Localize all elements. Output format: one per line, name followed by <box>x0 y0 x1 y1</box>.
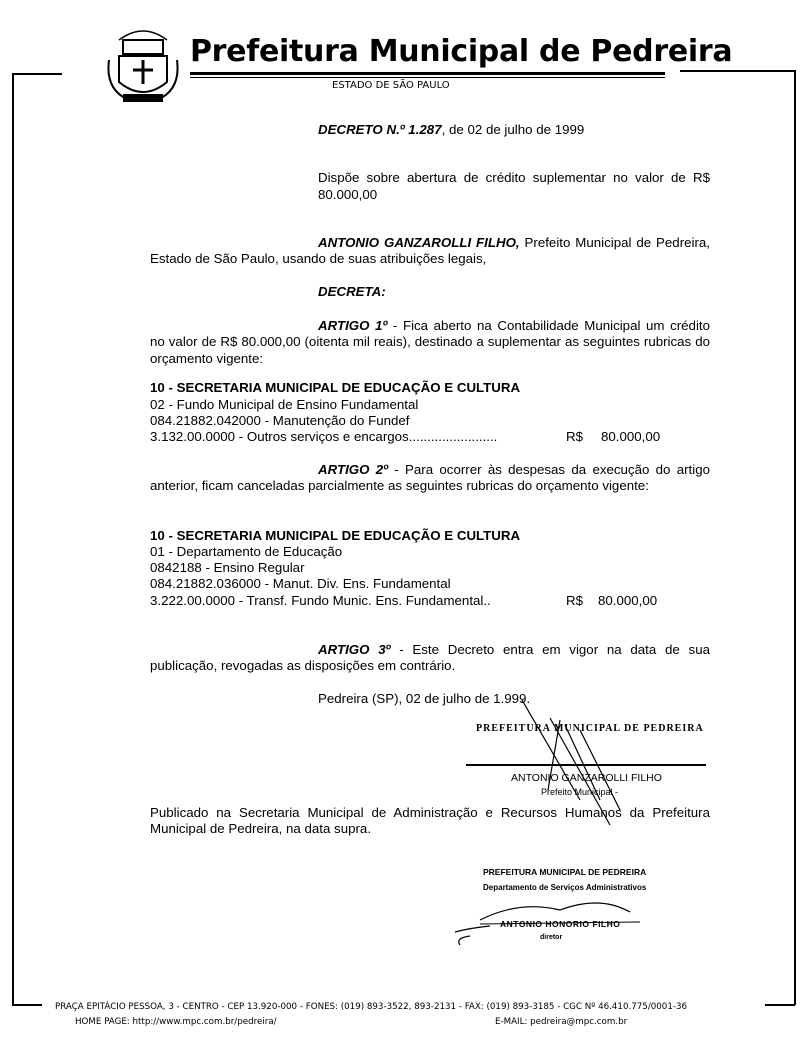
signature2-stamp: PREFEITURA MUNICIPAL DE PEDREIRA <box>483 867 647 877</box>
block2-amount: 80.000,00 <box>598 593 658 608</box>
block1-line: 02 - Fundo Municipal de Ensino Fundamental <box>150 397 419 412</box>
block1-line: 3.132.00.0000 - Outros serviços e encargos........................ <box>150 429 498 444</box>
frame-line <box>12 1004 42 1006</box>
decree-summary: Dispõe sobre abertura de crédito suplementar no valor de R$ 80.000,00 <box>318 170 710 202</box>
frame-line <box>12 73 14 1005</box>
preamble: ANTONIO GANZAROLLI FILHO, Prefeito Municipal de Pedreira, Estado de São Paulo, usando de suas atribuições legais, <box>150 235 710 267</box>
block2-line: 0842188 - Ensino Regular <box>150 560 305 575</box>
state-subtitle: ESTADO DE SÃO PAULO <box>332 80 450 91</box>
decreta-label: DECRETA: <box>318 284 386 299</box>
frame-line <box>680 70 796 72</box>
signature2-role: diretor <box>540 934 563 941</box>
signature1-stamp: PREFEITURA MUNICIPAL DE PEDREIRA <box>476 723 704 734</box>
frame-line <box>12 73 62 75</box>
signature2-name: ANTONIO HONORIO FILHO <box>500 919 621 929</box>
block2-heading: 10 - SECRETARIA MUNICIPAL DE EDUCAÇÃO E CULTURA <box>150 528 521 543</box>
block1-line: 084.21882.042000 - Manutenção do Fundef <box>150 413 410 428</box>
block2-line: 084.21882.036000 - Manut. Div. Ens. Fundamental <box>150 576 451 591</box>
block2-line: 3.222.00.0000 - Transf. Fundo Munic. Ens. Fundamental.. <box>150 593 491 608</box>
frame-line <box>765 1004 795 1006</box>
footer-address: PRAÇA EPITÁCIO PESSOA, 3 - CENTRO - CEP 13.920-000 - FONES: (019) 893-3522, 893-2131 - FAX: (019) 893-3185 - CGC Nº 46.410.775/0001-36 <box>55 1002 688 1012</box>
page-title: Prefeitura Municipal de Pedreira <box>190 34 733 69</box>
signature2-dept: Departamento de Serviços Administrativos <box>483 883 647 892</box>
block2-currency: R$ <box>566 593 583 608</box>
place-date: Pedreira (SP), 02 de julho de 1.999. <box>318 691 531 706</box>
decree-heading: DECRETO N.º 1.287, de 02 de julho de 1999 <box>318 122 585 137</box>
municipal-crest-icon <box>105 20 181 110</box>
publication-note: Publicado na Secretaria Municipal de Administração e Recursos Humanos da Prefeitura Municipal de Pedreira, na data supra. <box>150 805 710 837</box>
article-3: ARTIGO 3º - Este Decreto entra em vigor na data de sua publicação, revogadas as disposições em contrário. <box>150 642 710 674</box>
footer-homepage[interactable]: HOME PAGE: http://www.mpc.com.br/pedreira/ <box>75 1017 277 1027</box>
signature1-role: Prefeito Municipal - <box>541 787 619 797</box>
block1-currency: R$ <box>566 429 583 444</box>
title-underline <box>190 72 665 75</box>
footer-email[interactable]: E-MAIL: pedreira@mpc.com.br <box>495 1017 628 1027</box>
block1-amount: 80.000,00 <box>601 429 661 444</box>
signature1-name: ANTONIO GANZAROLLI FILHO <box>511 772 662 784</box>
article-2: ARTIGO 2º - Para ocorrer às despesas da execução do artigo anterior, ficam canceladas parcialmente as seguintes rubricas do orçamento vigente: <box>150 462 710 494</box>
block2-line: 01 - Departamento de Educação <box>150 544 343 559</box>
frame-line <box>794 70 796 1005</box>
article-1: ARTIGO 1º - Fica aberto na Contabilidade Municipal um crédito no valor de R$ 80.000,00 (oitenta mil reais), destinado a suplementar as seguintes rubricas do orçamento vigente: <box>150 318 711 366</box>
block1-heading: 10 - SECRETARIA MUNICIPAL DE EDUCAÇÃO E CULTURA <box>150 380 521 395</box>
